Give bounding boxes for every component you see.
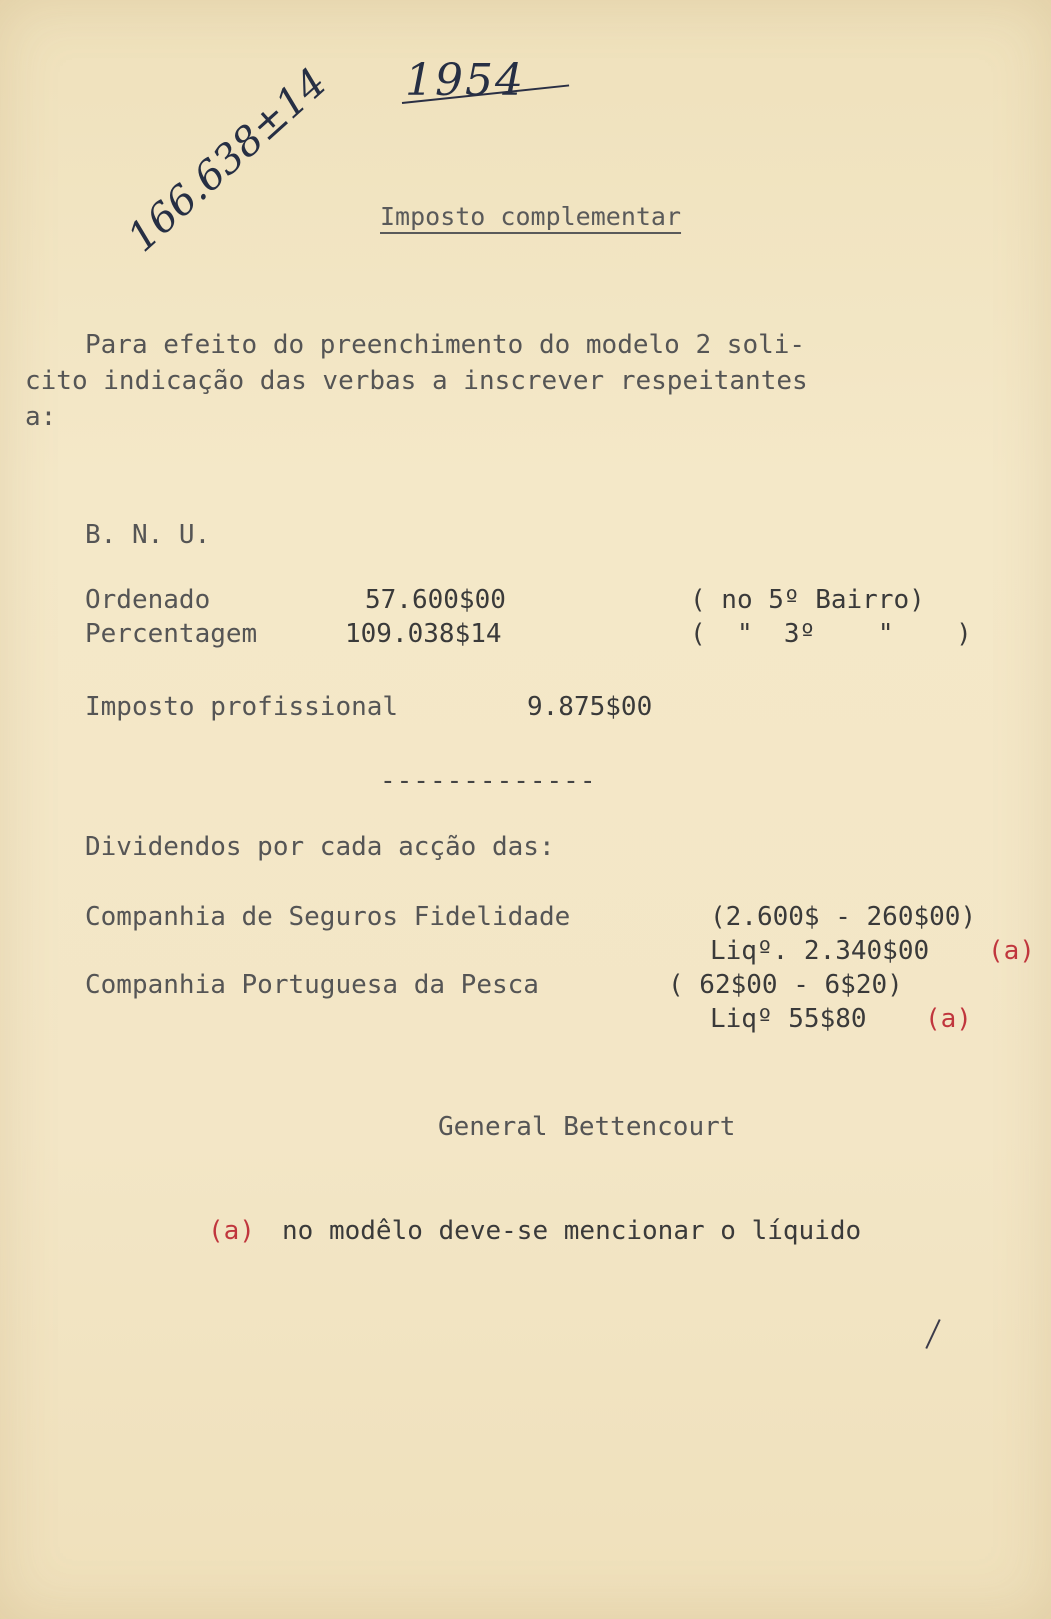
signature: General Bettencourt: [438, 1112, 736, 1142]
salary-label: Ordenado: [85, 585, 211, 615]
pesca-net: Liqº 55$80: [710, 1004, 867, 1034]
fidelidade-net: Liqº. 2.340$00: [710, 936, 930, 966]
handwritten-file-number: 166.638±14: [119, 59, 336, 262]
percentage-note: ( " 3º " ): [690, 619, 972, 649]
pesca-company: Companhia Portuguesa da Pesca: [85, 970, 539, 1000]
professional-tax-value: 9.875$00: [527, 692, 653, 722]
intro-line-1: Para efeito do preenchimento do modelo 2 soli-: [85, 330, 806, 360]
dividends-heading: Dividendos por cada acção das:: [85, 832, 555, 862]
salary-note: ( no 5º Bairro): [690, 585, 925, 615]
fidelidade-detail: (2.600$ - 260$00): [710, 902, 977, 932]
percentage-value: 109.038$14: [345, 619, 502, 649]
percentage-label: Percentagem: [85, 619, 258, 649]
intro-line-2: cito indicação das verbas a inscrever respeitantes: [25, 366, 808, 396]
handwritten-year: 1954: [405, 55, 525, 106]
footnote-text: no modêlo deve-se mencionar o líquido: [282, 1216, 862, 1246]
bnu-heading: B. N. U.: [85, 520, 211, 550]
fidelidade-company: Companhia de Seguros Fidelidade: [85, 902, 571, 932]
footnote-mark: (a): [208, 1216, 255, 1246]
pesca-detail: ( 62$00 - 6$20): [668, 970, 903, 1000]
pen-mark: [925, 1319, 940, 1349]
fidelidade-mark: (a): [988, 936, 1035, 966]
pesca-mark: (a): [925, 1004, 972, 1034]
document-title: Imposto complementar: [380, 202, 682, 231]
separator-line: -------------: [380, 766, 597, 796]
intro-line-3: a:: [25, 402, 57, 432]
professional-tax-label: Imposto profissional: [85, 692, 399, 722]
salary-value: 57.600$00: [365, 585, 506, 615]
